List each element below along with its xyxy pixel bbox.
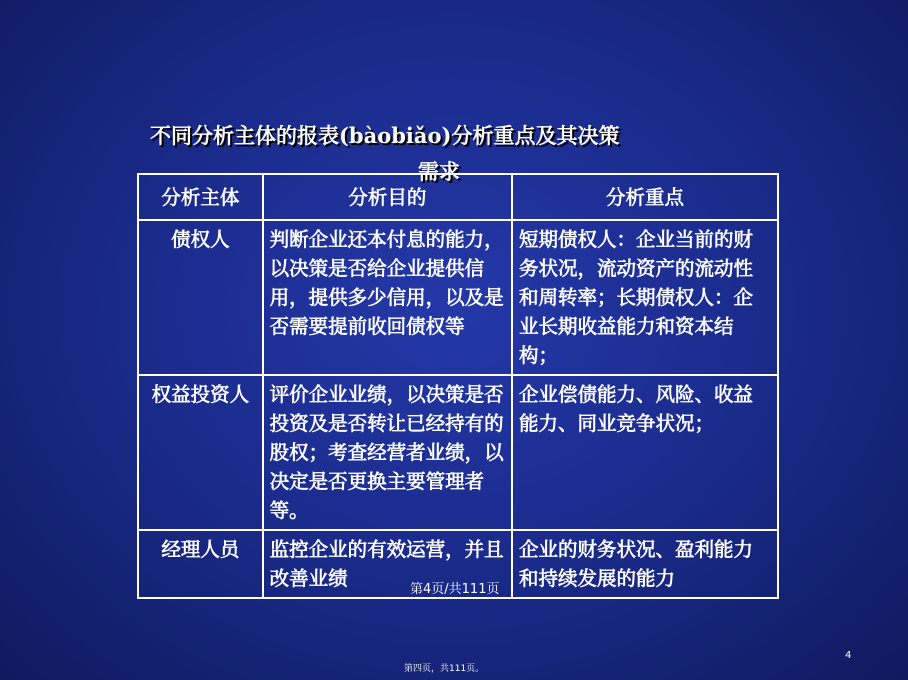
table-row-equity-investor xyxy=(138,375,778,530)
header-focus: 分析重点 xyxy=(512,174,778,220)
purpose-cell: 评价企业业绩，以决策是否投资及是否转让已经持有的股权；考查经营者业绩，以决定是否更换主要管理者等。 xyxy=(263,375,512,530)
slide-title-line2: 需求 xyxy=(418,159,460,184)
purpose-cell: 判断企业还本付息的能力，以决策是否给企业提供信用，提供多少信用，以及是否需要提前收回债权等 xyxy=(263,220,512,375)
header-purpose: 分析目的 xyxy=(263,174,512,220)
slide-title-line1: 不同分析主体的报表(bàobiǎo)分析重点及其决策 xyxy=(150,123,620,148)
table-row-creditor xyxy=(138,220,778,375)
page-number: 4 xyxy=(845,650,852,661)
focus-cell: 短期债权人：企业当前的财务状况，流动资产的流动性和周转率；长期债权人：企业长期收益能力和资本结构； xyxy=(512,220,778,375)
header-subject: 分析主体 xyxy=(138,174,263,220)
purpose-cell: 监控企业的有效运营，并且改善业绩 xyxy=(263,530,512,598)
table-header-row xyxy=(138,174,778,220)
focus-cell: 企业的财务状况、盈利能力和持续发展的能力 xyxy=(512,530,778,598)
subject-cell: 权益投资人 xyxy=(138,375,263,530)
footer-note: 第四页，共111页。 xyxy=(404,664,485,674)
page-note: 第4页/共111页 xyxy=(410,582,500,597)
subject-cell: 债权人 xyxy=(138,220,263,375)
analysis-table xyxy=(137,173,779,599)
focus-cell: 企业偿债能力、风险、收益能力、同业竞争状况； xyxy=(512,375,778,530)
subject-cell: 经理人员 xyxy=(138,530,263,598)
